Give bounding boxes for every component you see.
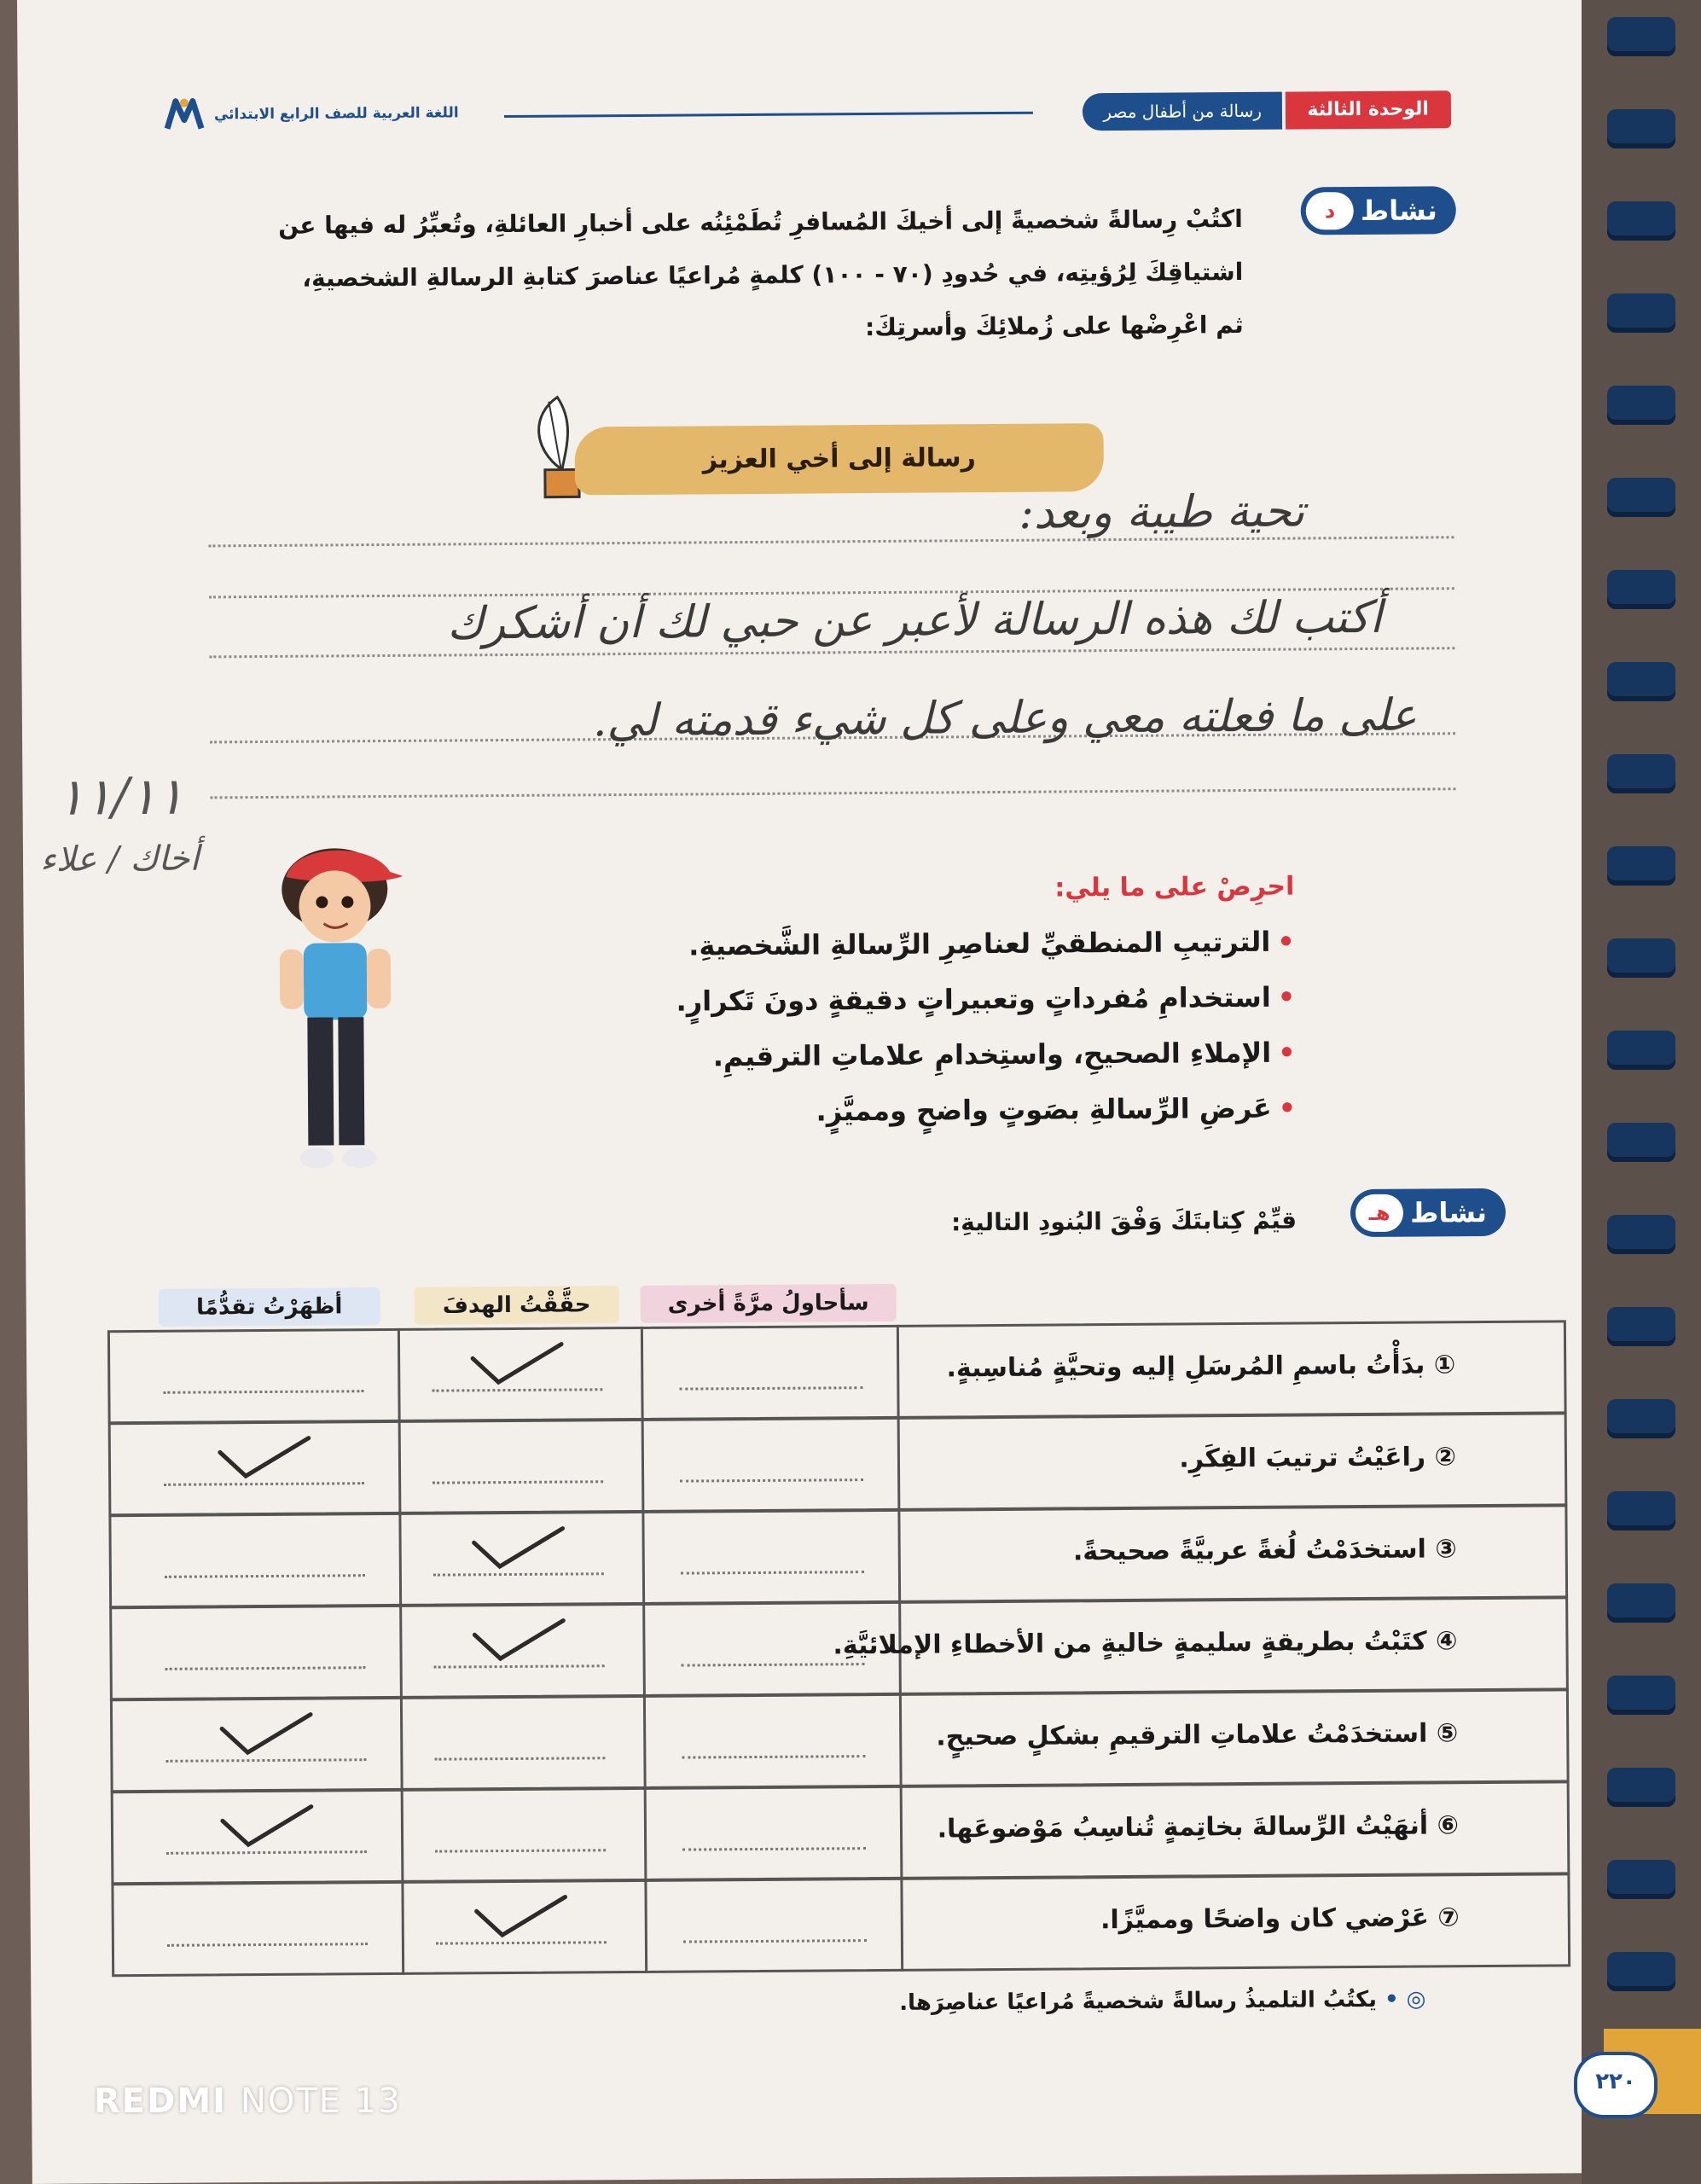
checkmark-icon <box>469 1892 572 1944</box>
col-head-progress: أظهَرْتُ تقدُّمًا <box>159 1287 380 1327</box>
criterion-label: ④ كتَبْتُ بطريقةٍ سليمةٍ خاليةٍ من الأخطاءِ الإملائيَّةِ. <box>833 1626 1458 1661</box>
criterion-label: ① بدَأْتُ باسمِ المُرسَلِ إليه وتحيَّةٍ مُناسِبةٍ. <box>946 1350 1456 1384</box>
binding-ring <box>1607 1031 1675 1070</box>
activity-d-instruction-2: اشتياقِكَ لِرُؤيتِه، في حُدودِ (٧٠ - ١٠٠) كلمةٍ مُراعيًا عناصرَ كتابةِ الرسالةِ الشخصيةِ، <box>302 257 1244 293</box>
letter-title-banner <box>575 423 1105 495</box>
unit-label: الوحدة الثالثة <box>1285 90 1451 129</box>
binding-ring <box>1607 570 1675 609</box>
checkmark-icon <box>467 1616 570 1668</box>
binding-ring <box>1607 938 1675 978</box>
learning-outcome-text: يكتُبُ التلميذُ رسالةً شخصيةً مُراعيًا عناصِرَها. <box>899 1986 1378 2016</box>
binding-ring <box>1607 1768 1675 1807</box>
page-number: ٢٢٠ <box>1574 2052 1657 2118</box>
spiral-binding <box>1582 0 1701 2184</box>
lesson-label: رسالة من أطفال مصر <box>1083 92 1282 131</box>
checkmark-icon <box>466 1339 568 1391</box>
binding-ring <box>1607 1676 1675 1715</box>
criterion-label: ⑥ أنهَيْتُ الرِّسالةَ بخاتِمةٍ تُناسِبُ مَوْضوعَها. <box>937 1810 1460 1844</box>
activity-d-badge <box>1301 186 1456 235</box>
binding-ring <box>1607 293 1675 333</box>
tip-item: • استخدامِ مُفرداتٍ وتعبيراتٍ دقيقةٍ دونَ تَكرارٍ. <box>676 981 1295 1018</box>
boy-illustration <box>253 842 418 1193</box>
col-head-achieved: حقَّقْتُ الهدفَ <box>415 1286 619 1325</box>
binding-ring <box>1607 1860 1675 1899</box>
book-logo-icon <box>163 94 206 135</box>
activity-h-badge <box>1350 1188 1506 1237</box>
criterion-label: ⑤ استخدَمْتُ علاماتِ الترقيمِ بشكلٍ صحيحٍ. <box>936 1718 1459 1752</box>
criterion-label: ② راعَيْتُ ترتيبَ الفِكَرِ. <box>1179 1442 1457 1474</box>
book-title: اللغة العربية للصف الرابع الابتدائي <box>213 104 459 124</box>
handwritten-greeting: تحية طيبة وبعد: <box>1019 485 1305 539</box>
binding-ring <box>1607 478 1675 517</box>
binding-ring <box>1607 754 1675 793</box>
binding-ring <box>1607 1123 1675 1162</box>
handwritten-line-3: على ما فعلته معي وعلى كل شيء قدمته لي. <box>592 689 1418 747</box>
camera-watermark <box>94 2082 402 2121</box>
watermark-model: NOTE 13 <box>240 2082 402 2121</box>
binding-ring <box>1607 386 1675 425</box>
binding-ring <box>1607 201 1675 241</box>
binding-ring <box>1607 1307 1675 1346</box>
binding-ring <box>1607 1399 1675 1438</box>
handwritten-signature: أخاك / علاء <box>39 839 200 880</box>
binding-ring <box>1607 109 1675 148</box>
textbook-page <box>17 0 1598 2184</box>
binding-ring <box>1607 846 1675 886</box>
binding-ring <box>1607 1215 1675 1254</box>
tip-item: • الترتيبِ المنطقيِّ لعناصِرِ الرِّسالةِ الشَّخصيةِ. <box>688 926 1295 962</box>
page-header <box>154 85 1451 146</box>
checkmark-icon <box>214 1710 316 1762</box>
activity-h-label: نشاط <box>1410 1196 1488 1229</box>
binding-ring <box>1607 1583 1675 1623</box>
activity-d-instruction-1: اكتُبْ رِسالةً شخصيةً إلى أخيكَ المُسافرِ تُطَمْئِنُه على أخبارِ العائلةِ، وتُعبِّرُ له فيها عن <box>278 204 1243 240</box>
learning-outcome <box>899 1987 1425 2016</box>
activity-d-label: نشاط <box>1360 194 1437 228</box>
activity-d-instruction-3: ثم اعْرِضْها على زُملائِكَ وأسرتِكَ: <box>864 310 1244 342</box>
binding-ring <box>1607 1491 1675 1531</box>
binding-ring <box>1607 662 1675 701</box>
checkmark-icon <box>212 1433 315 1485</box>
tips-title: احرِصْ على ما يلي: <box>1054 871 1295 903</box>
criterion-label: ⑦ عَرْضي كان واضحًا ومميَّزًا. <box>1100 1902 1460 1936</box>
letter-title: رسالة إلى أخي العزيز <box>702 443 976 475</box>
tip-item: • الإملاءِ الصحيحِ، واستِخدامِ علاماتِ الترقيمِ. <box>713 1037 1296 1073</box>
checkmark-icon <box>467 1524 569 1576</box>
watermark-brand: REDMI <box>94 2082 228 2121</box>
checkmark-icon <box>215 1802 317 1854</box>
criterion-label: ③ استخدَمْتُ لُغةً عربيَّةً صحيحةً. <box>1072 1534 1457 1567</box>
header-divider <box>504 112 1033 118</box>
col-head-try-again: سأحاولُ مرَّةً أخرى <box>641 1284 897 1323</box>
activity-d-letter: د <box>1306 192 1354 229</box>
target-icon: ◎ • <box>1376 1986 1426 2013</box>
binding-ring <box>1607 17 1675 56</box>
writing-line[interactable] <box>209 647 1454 658</box>
handwritten-line-2: أكتب لك هذه الرسالة لأعبر عن حبي لك أن أشكرك <box>446 591 1383 650</box>
binding-ring <box>1607 1952 1675 1991</box>
writing-line[interactable] <box>208 536 1454 547</box>
handwritten-date: ١١/١١ <box>56 766 184 828</box>
writing-line[interactable] <box>211 787 1456 799</box>
activity-h-instruction: قيِّمْ كِتابتَكَ وَفْقَ البُنودِ التاليةِ: <box>950 1205 1298 1237</box>
activity-h-letter: هـ <box>1356 1194 1403 1232</box>
tip-item: • عَرضِ الرِّسالةِ بصَوتٍ واضحٍ ومميَّزٍ. <box>816 1092 1296 1128</box>
